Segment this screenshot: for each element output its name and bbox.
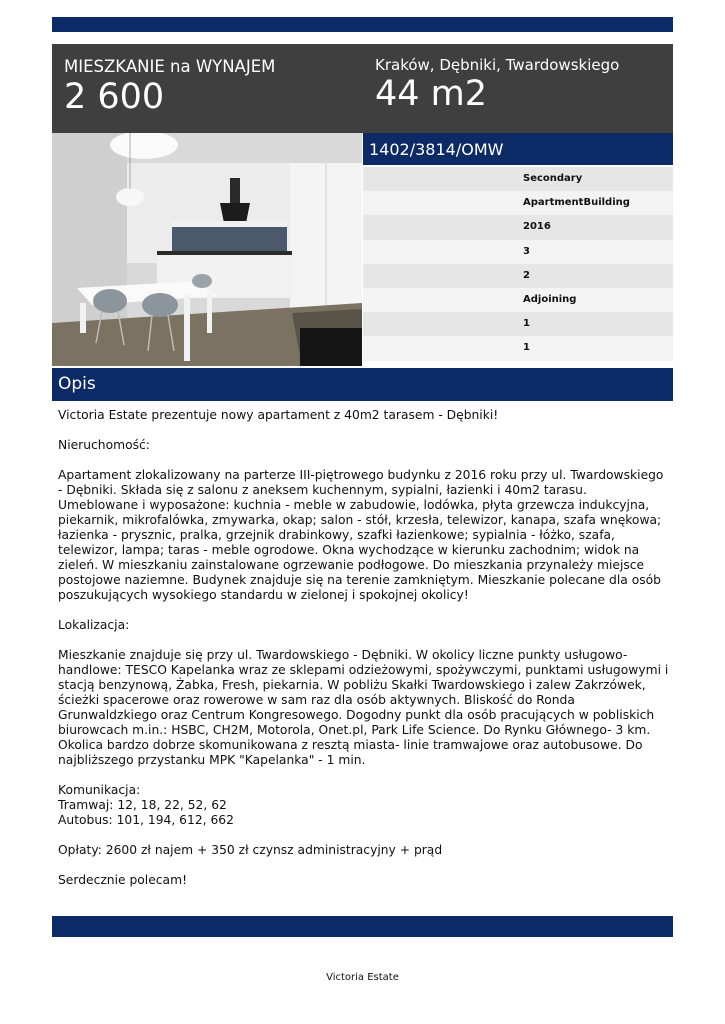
- attribute-value: 3: [523, 245, 530, 257]
- attribute-row: [363, 240, 673, 264]
- footer-agency-name: Victoria Estate: [326, 972, 399, 983]
- listing-type: MIESZKANIE na WYNAJEM: [64, 57, 276, 76]
- description-paragraph: Opłaty: 2600 zł najem + 350 zł czynsz administracyjny + prąd: [58, 843, 443, 857]
- description-paragraph: Nieruchomość:: [58, 438, 150, 452]
- top-banner-bar: [52, 17, 673, 32]
- reference-number: 1402/3814/OMW: [369, 140, 504, 159]
- attribute-value: Adjoining: [523, 293, 577, 305]
- description-paragraph: Lokalizacja:: [58, 618, 130, 632]
- attribute-row: [363, 336, 673, 360]
- listing-price: 2 600: [64, 77, 165, 117]
- attribute-value: 2016: [523, 221, 551, 233]
- listing-location: Kraków, Dębniki, Twardowskiego: [375, 56, 620, 74]
- attribute-value: 1: [523, 342, 530, 354]
- description-paragraph: Victoria Estate prezentuje nowy apartament z 40m2 tarasem - Dębniki!: [58, 408, 499, 422]
- attribute-value: ApartmentBuilding: [523, 197, 630, 209]
- description-section-title: Opis: [58, 374, 96, 394]
- attribute-row: [363, 264, 673, 288]
- description-paragraph: Tramwaj: 12, 18, 22, 52, 62: [58, 798, 227, 812]
- description-paragraph: Komunikacja:: [58, 783, 141, 797]
- attribute-row: [363, 167, 673, 191]
- description-section-bar: [52, 368, 673, 401]
- description-paragraph: Apartament zlokalizowany na parterze III-piętrowego budynku z 2016 roku przy ul. Twardowskiego - Dębniki. Składa się z salonu z aneksem kuchennym, sypialni, łazienki i 40m2 tarasu. Umeblowane i wyposażone: kuchnia - meble w zabudowie, lodówka, płyta grzewcza indukcyjna, piekarnik, mikrofalówka, zmywarka, okap; salon - stół, krzesła, telewizor, kanapa, szafa wnękowa; łazienka - prysznic, pralka, grzejnik drabinkowy, szafki łazienkowe; sypialnia - łóżko, szafa, telewizor, lampa; taras - meble ogrodowe. Okna wychodzące w kierunku zachodnim; widok na zieleń. W mieszkaniu zainstalowane ogrzewanie podłogowe. Do mieszkania przynależy miejsce postojowe naziemne. Budynek znajduje się na terenie zamkniętym. Mieszkanie polecane dla osób poszukujących wysokiego standardu w zielonej i spokojnej okolicy!: [58, 468, 664, 602]
- description-paragraph: Serdecznie polecam!: [58, 873, 187, 887]
- attribute-value: 2: [523, 269, 530, 281]
- attribute-value: Secondary: [523, 173, 583, 184]
- description-paragraph: Autobus: 101, 194, 612, 662: [58, 813, 234, 827]
- attribute-row: [363, 288, 673, 312]
- attribute-row: [363, 312, 673, 336]
- reference-number-bar: [363, 133, 673, 165]
- attribute-value: 1: [523, 318, 530, 330]
- apartment-photo: [52, 133, 362, 366]
- listing-header: [52, 44, 673, 133]
- listing-area: 44 m2: [375, 74, 488, 114]
- attributes-table: [363, 167, 673, 361]
- description-paragraph: Mieszkanie znajduje się przy ul. Twardowskiego - Dębniki. W okolicy liczne punkty usługowo-handlowe: TESCO Kapelanka wraz ze sklepami odzieżowymi, spożywczymi, punktami usługowymi i stacją benzynową, Żabka, Fresh, piekarnia. W pobliżu Skałki Twardowskiego i zalew Zakrzówek, ścieżki spacerowe oraz rowerowe w sam raz dla osób aktywnych. Bliskość do Ronda Grunwaldzkiego oraz Centrum Kongresowego. Dogodny punkt dla osób pracujących w pobliskich biurowcach m.in.: HSBC, CH2M, Motorola, Onet.pl, Park Life Science. Do Rynku Głównego- 3 km. Okolica bardzo dobrze skomunikowana z resztą miasta- linie tramwajowe oraz autobusowe. Do najbliższego przystanku MPK "Kapelanka" - 1 min.: [58, 648, 669, 767]
- description-text: [58, 408, 670, 888]
- attribute-row: [363, 191, 673, 215]
- attribute-row: [363, 215, 673, 239]
- bottom-banner-bar: [52, 916, 673, 937]
